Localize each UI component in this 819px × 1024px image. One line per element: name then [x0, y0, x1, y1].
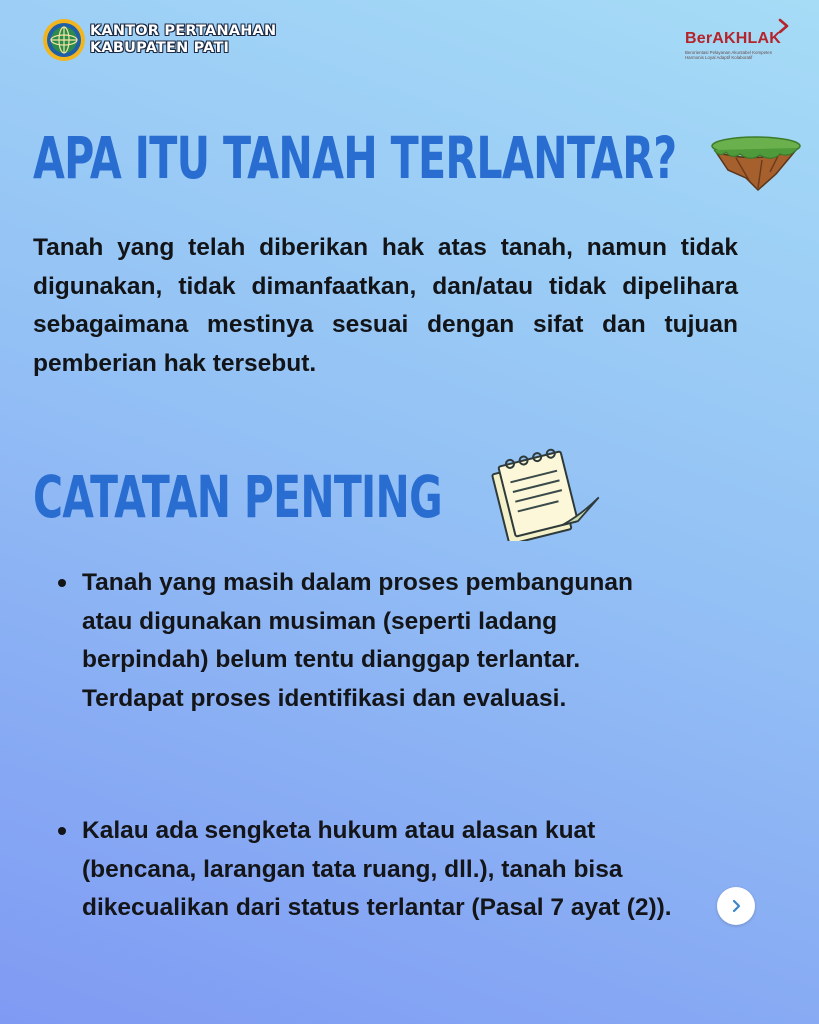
list-item	[82, 812, 682, 928]
office-name-line2: KABUPATEN PATI	[90, 40, 230, 56]
notepad-icon	[484, 445, 602, 541]
note-text: Kalau ada sengketa hukum atau alasan kuat (bencana, larangan tata ruang, dll.), tanah bisa dikecualikan dari status terlantar (Pasal 7 ayat (2)).	[82, 817, 672, 921]
berakhlak-tagline-line2: Harmonis Loyal Adaptif Kolaboratif	[685, 55, 753, 60]
chevron-right-icon	[729, 899, 743, 913]
globe-emblem-icon	[42, 18, 86, 62]
office-name	[90, 23, 276, 57]
definition-text: Tanah yang telah diberikan hak atas tanah, namun tidak digunakan, tidak dimanfaatkan, dan/atau tidak dipelihara sebagaimana mestinya sesuai dengan sifat dan tujuan pemberian hak tersebut.	[33, 234, 738, 377]
floating-land-icon	[706, 130, 802, 192]
note-text: Tanah yang masih dalam proses pembangunan atau digunakan musiman (seperti ladang berpindah) belum tentu dianggap terlantar. Terdapat proses identifikasi dan evaluasi.	[82, 569, 633, 712]
list-item	[82, 564, 682, 718]
berakhlak-logo	[681, 18, 791, 64]
berakhlak-tagline	[685, 50, 772, 60]
office-logo	[42, 18, 276, 62]
section-title-notes: CATATAN PENTING	[33, 463, 442, 531]
bullet-icon	[58, 579, 66, 587]
office-name-line1: KANTOR PERTANAHAN	[90, 23, 277, 39]
bullet-icon	[58, 827, 66, 835]
section-title-definition: APA ITU TANAH TERLANTAR?	[33, 124, 677, 192]
berakhlak-tagline-line1: Berorientasi Pelayanan Akuntabel Kompeten	[685, 50, 773, 55]
berakhlak-wordmark: BerAKHLAK	[685, 30, 782, 47]
next-slide-button[interactable]	[717, 887, 755, 925]
